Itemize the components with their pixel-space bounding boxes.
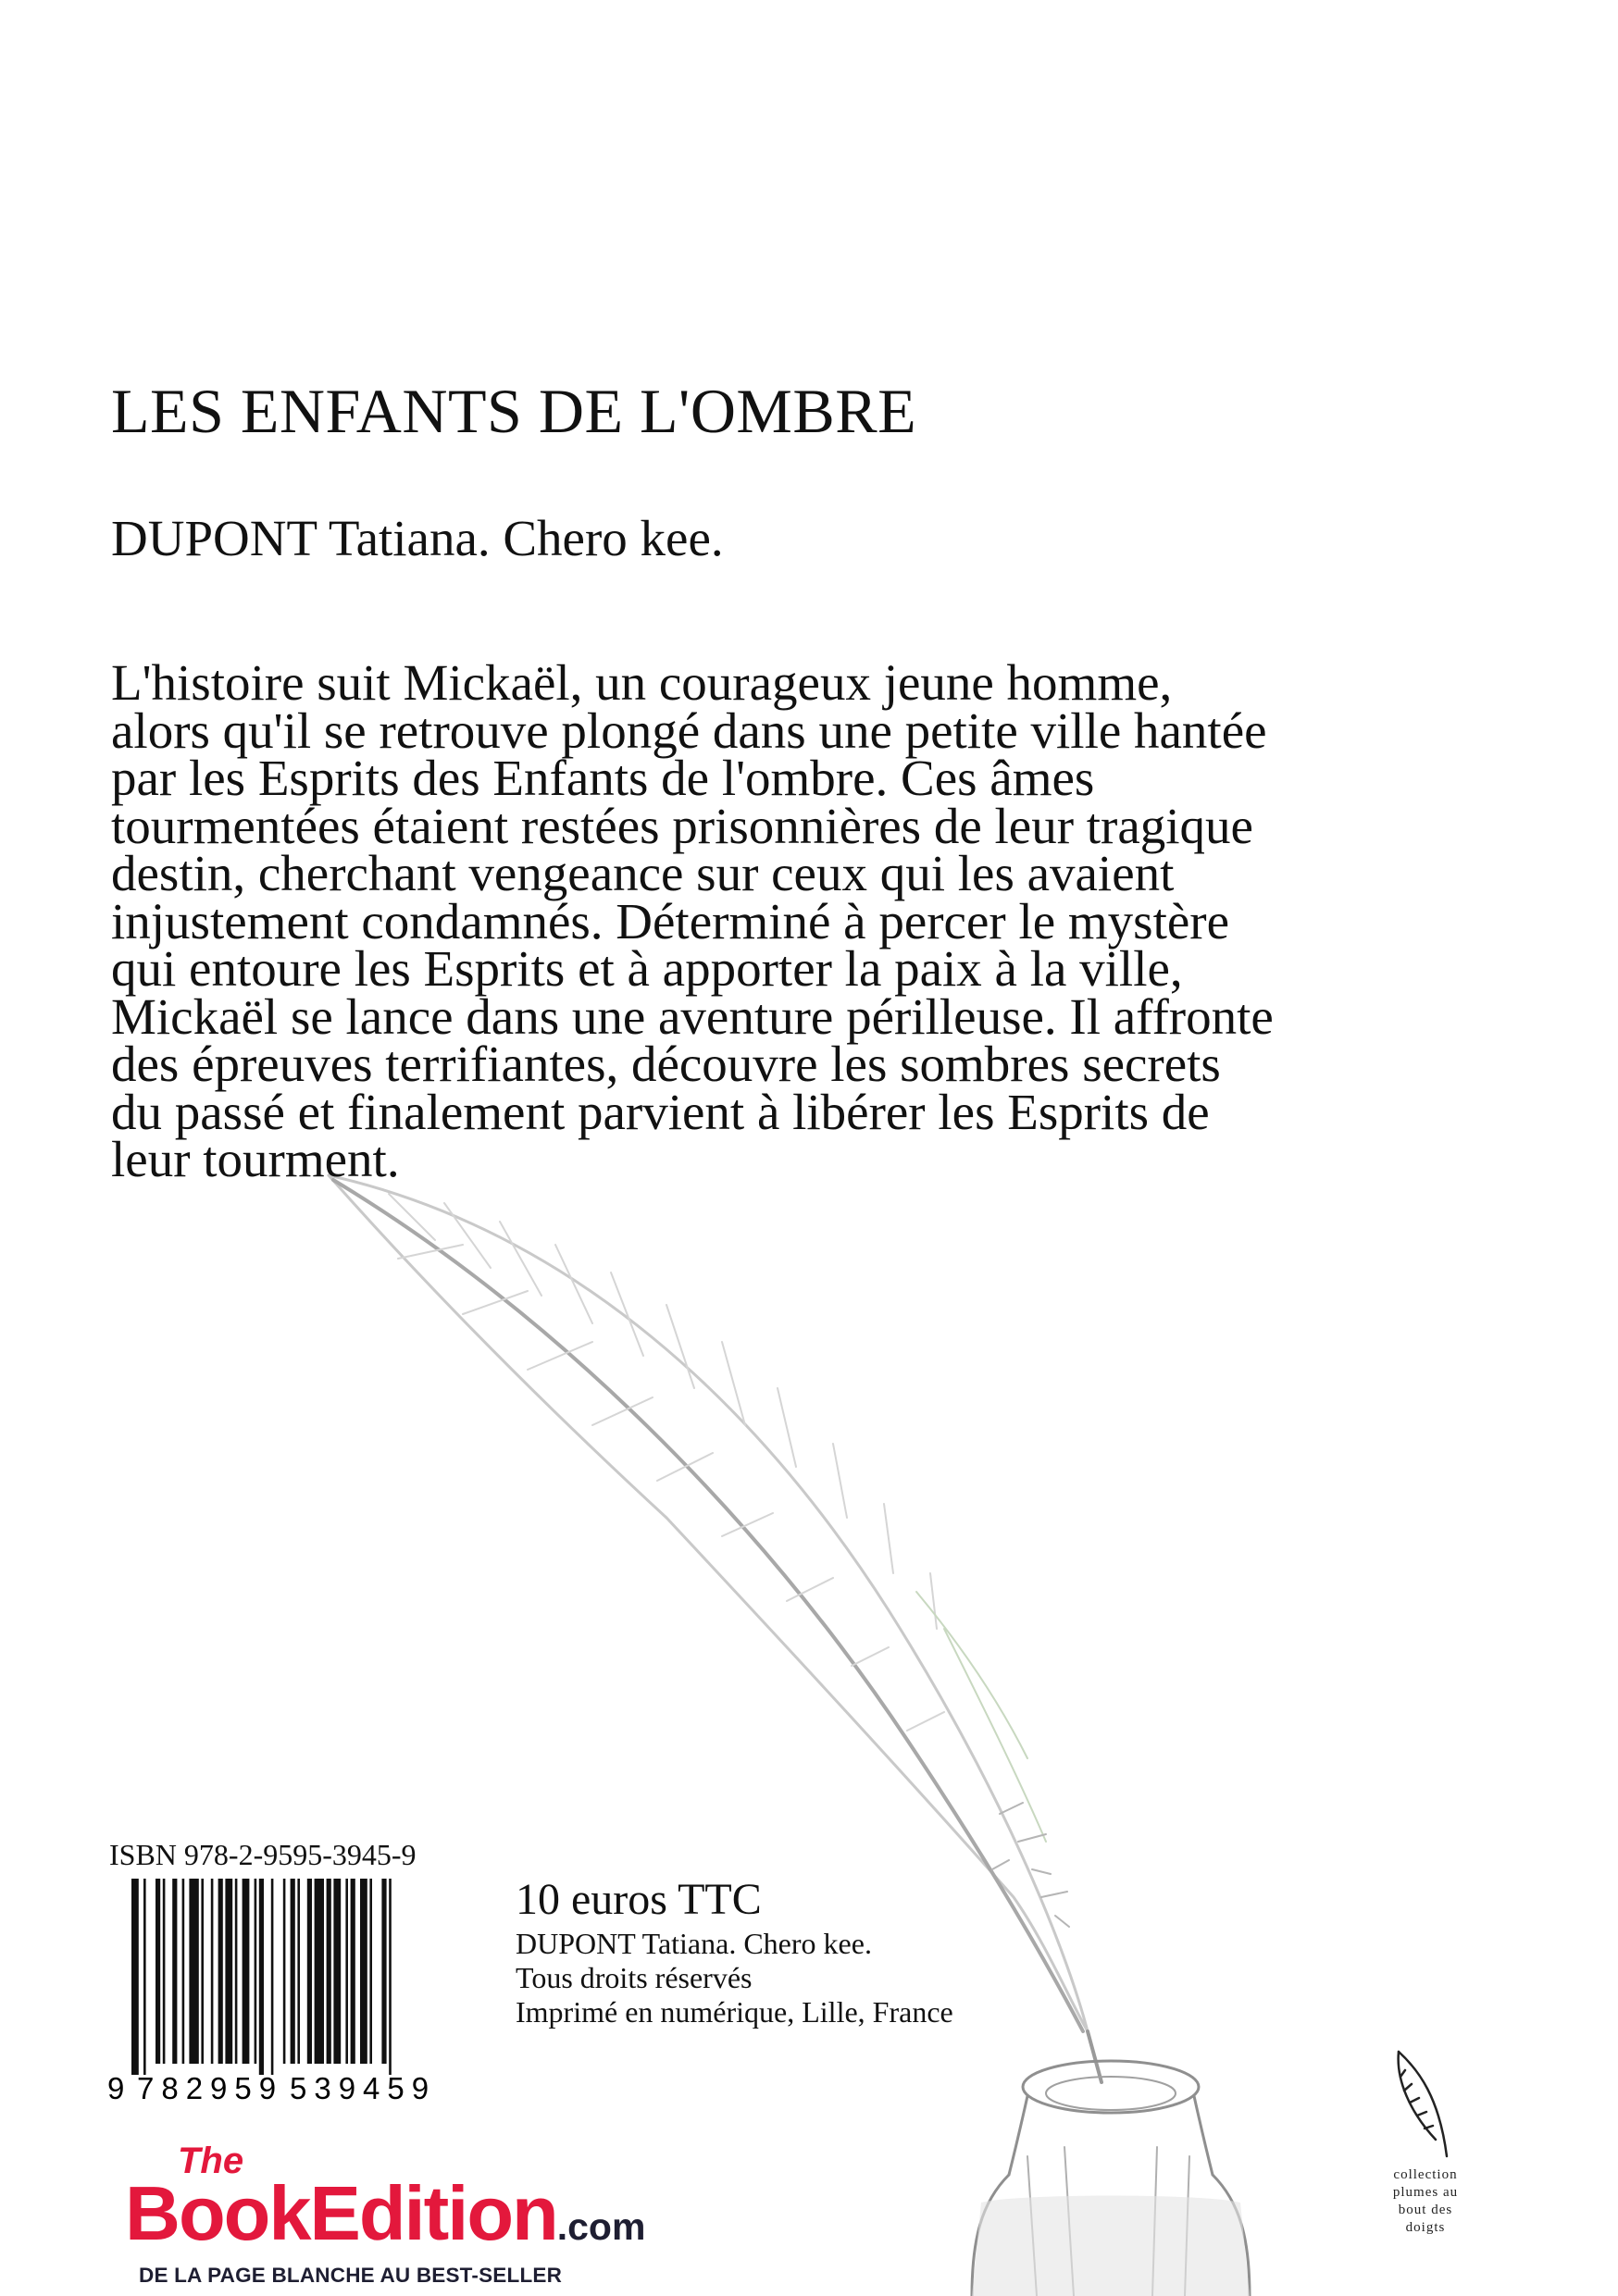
collection-line: plumes au <box>1392 2185 1459 2200</box>
collection-label <box>1375 2166 1476 2237</box>
barcode-digits-lead: 9 <box>107 2071 125 2105</box>
publisher-tagline: DE LA PAGE BLANCHE AU BEST-SELLER <box>139 2264 563 2287</box>
isbn-barcode <box>107 1879 450 2105</box>
barcode-bar <box>271 1879 274 2075</box>
barcode-bar <box>225 1879 232 2064</box>
barcode-bar <box>283 1879 286 2064</box>
barcode-bar <box>182 1879 185 2064</box>
barcode-bar <box>255 1879 257 2064</box>
barcode-bar <box>381 1879 386 2064</box>
barcode-bar <box>218 1879 223 2064</box>
barcode-bar <box>297 1879 300 2064</box>
rights-line: Tous droits réservés <box>516 1961 753 1994</box>
price: 10 euros TTC <box>516 1875 762 1924</box>
barcode-bar <box>351 1879 355 2064</box>
barcode-bar <box>369 1879 372 2064</box>
barcode-bar <box>333 1879 341 2064</box>
publisher-logo-the: The <box>178 2141 244 2181</box>
publisher-logo-name-end: on <box>467 2170 557 2256</box>
publisher-logo-domain: .com <box>556 2205 646 2248</box>
barcode-bar <box>156 1879 160 2064</box>
barcode-bar <box>143 1879 146 2075</box>
barcode-bar <box>163 1879 166 2064</box>
collection-line: bout des <box>1398 2203 1453 2217</box>
publisher-logo <box>125 2172 645 2268</box>
barcode-bar <box>327 1879 331 2064</box>
barcode-digits-left: 782959 <box>137 2071 284 2105</box>
barcode-bar <box>243 1879 250 2064</box>
publisher-logo-name: BookEditi <box>125 2170 467 2256</box>
back-cover-blurb: L'histoire suit Mickaël, un courageux jeune homme, alors qu'il se retrouve plongé dans une petite ville hantée par les Esprits des Enfants de l'ombre. Ces âmes tourmentées étaient restées prisonnières de leur tragique destin, cherchant vengeance sur ceux qui les avaient injustement condamnés. Déterminé à percer le mystère qui entoure les Esprits et à apporter la paix à la ville, Mickaël se lance dans une aventure périlleuse. Il affronte des épreuves terrifiantes, découvre les sombres secrets du passé et finalement parvient à libérer les Esprits de leur tourment. <box>111 654 1274 1187</box>
collection-line: doigts <box>1405 2220 1446 2235</box>
printing-line: Imprimé en numérique, Lille, France <box>516 1995 953 2029</box>
barcode-digits-right: 539459 <box>290 2071 437 2105</box>
barcode-bar <box>315 1879 324 2064</box>
barcode-bar <box>211 1879 214 2064</box>
barcode-bar <box>131 1879 139 2075</box>
barcode-bar <box>201 1879 204 2064</box>
barcode-bar <box>235 1879 238 2064</box>
isbn-label: ISBN 978-2-9595-3945-9 <box>109 1838 417 1871</box>
book-title: LES ENFANTS DE L'OMBRE <box>111 376 917 446</box>
collection-line: collection <box>1393 2167 1458 2182</box>
barcode-bar <box>172 1879 177 2064</box>
barcode-bar <box>360 1879 367 2064</box>
author-line: DUPONT Tatiana. Chero kee. <box>111 510 724 566</box>
barcode-bar <box>291 1879 295 2064</box>
barcode-bar <box>307 1879 312 2064</box>
barcode-bar <box>189 1879 198 2064</box>
barcode-bar <box>389 1879 392 2075</box>
barcode-bar <box>345 1879 348 2064</box>
copyright-line: DUPONT Tatiana. Chero kee. <box>516 1927 872 1960</box>
feather-icon <box>1391 2047 1456 2163</box>
barcode-bar <box>259 1879 264 2075</box>
